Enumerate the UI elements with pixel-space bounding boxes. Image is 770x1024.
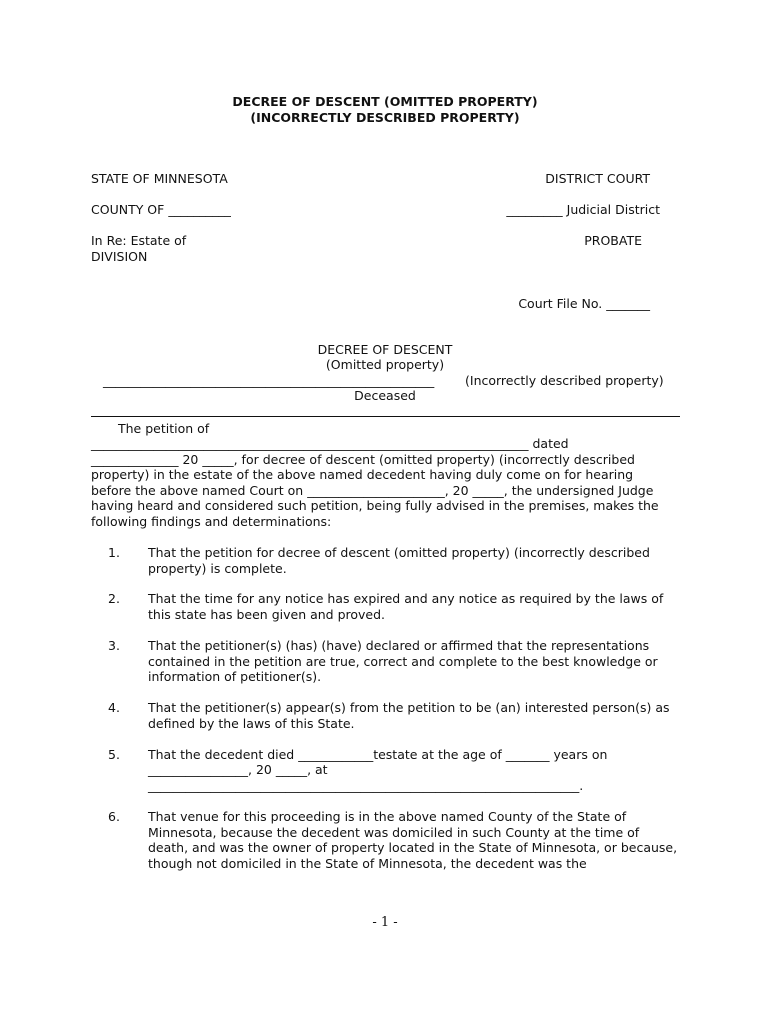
finding-text: That the petition for decree of descent (omitted property) (incorrectly described property) is complete.: [148, 545, 650, 576]
petition-line-1: The petition of: [118, 421, 210, 436]
deceased-label: Deceased: [354, 388, 416, 403]
finding-text: That the petitioner(s) appear(s) from the petition to be (an) interested person(s) as defined by the laws of this State.: [148, 700, 670, 731]
finding-text: That the time for any notice has expired and any notice as required by the laws of this state has been given and proved.: [148, 591, 664, 622]
court-file-number: Court File No. _______: [518, 296, 650, 311]
finding-number: 3.: [108, 638, 120, 653]
probate-label: PROBATE: [584, 233, 642, 248]
incorrectly-described-label: (Incorrectly described property): [465, 373, 664, 388]
document-title-line2: (INCORRECTLY DESCRIBED PROPERTY): [250, 110, 520, 125]
decedent-name-blank: _____________________________________________________: [103, 373, 435, 388]
decree-heading: DECREE OF DESCENT: [317, 342, 453, 357]
finding-number: 1.: [108, 545, 120, 560]
petition-line-7: following findings and determinations:: [91, 514, 332, 529]
state-label: STATE OF MINNESOTA: [91, 171, 228, 186]
finding-number: 4.: [108, 700, 120, 715]
page-number: - 1 -: [372, 915, 398, 930]
petition-line-6: having heard and considered such petition, being fully advised in the premises, makes the: [91, 498, 659, 513]
court-label: DISTRICT COURT: [545, 171, 650, 186]
finding-number: 5.: [108, 747, 120, 762]
omitted-property-label: (Omitted property): [325, 357, 445, 372]
petition-line-3: ______________ 20 _____, for decree of descent (omitted property) (incorrectly described: [91, 452, 635, 467]
division-label: DIVISION: [91, 249, 148, 264]
finding-text: That venue for this proceeding is in the above named County of the State of Minnesota, because the decedent was domiciled in such County at the time of death, and was the owner of property located in the State of Minnesota, or because, though not domiciled in the State of Minnesota, the decedent was the: [148, 809, 678, 871]
finding-5-line-2: ________________, 20 _____, at: [148, 762, 328, 777]
document-title-line1: DECREE OF DESCENT (OMITTED PROPERTY): [232, 94, 538, 109]
judicial-district-label: _________ Judicial District: [506, 202, 660, 217]
petition-line-2: ______________________________________________________________________ dated: [91, 436, 569, 451]
finding-5-line-3: _____________________________________________________________________.: [148, 778, 584, 793]
finding-number: 6.: [108, 809, 120, 824]
finding-text: That the petitioner(s) (has) (have) declared or affirmed that the representations contained in the petition are true, correct and complete to the best knowledge or information of petitioner(s).: [148, 638, 658, 685]
in-re-estate-label: In Re: Estate of: [91, 233, 187, 248]
county-label: COUNTY OF __________: [91, 202, 231, 217]
petition-line-5: before the above named Court on ______________________, 20 _____, the undersigned Judge: [91, 483, 654, 498]
finding-number: 2.: [108, 591, 120, 606]
horizontal-rule: [91, 416, 680, 417]
finding-5-line-1: That the decedent died ____________testate at the age of _______ years on: [148, 747, 608, 762]
petition-line-4: property) in the estate of the above named decedent having duly come on for hearing: [91, 467, 634, 482]
